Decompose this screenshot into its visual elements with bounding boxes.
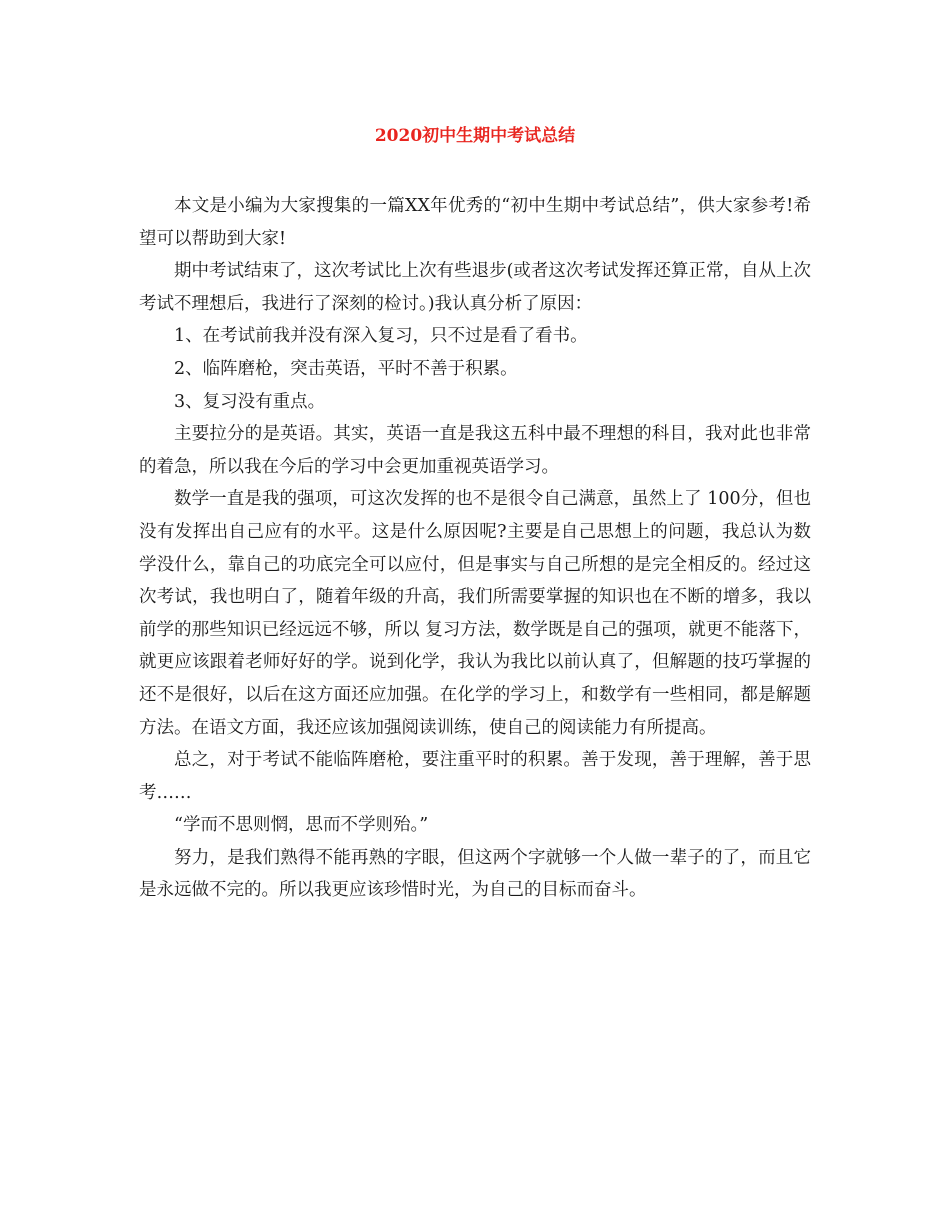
document-title: 2020初中生期中考试总结 [374,126,576,146]
paragraph-math: 数学一直是我的强项，可这次发挥的也不是很令自己满意，虽然上了 100分，但也没有发挥出自己应有的水平。这是什么原因呢?主要是自己思想上的问题，我总认为数学没什么，靠自己的功底完全可以应付，但是事实与自己所想的是完全相反的。经过这次考试，我也明白了，随着年级的升高，我们所需要掌握的知识也在不断的增多，我以前学的那些知识已经远远不够，所以 复习方法，数学既是自己的强项，就更不能落下，就更应该跟着老师好好的学。说到化学，我认为我比以前认真了，但解题的技巧掌握的还不是很好，以后在这方面还应加强。在化学的学习上，和数学有一些相同，都是解题方法。在语文方面，我还应该加强阅读训练，使自己的阅读能力有所提高。 [139,489,811,738]
paragraph-summary: 总之，对于考试不能临阵磨枪，要注重平时的积累。善于发现，善于理解，善于思考…… [139,750,811,803]
paragraph-reason-2: 2、临阵磨枪，突击英语，平时不善于积累。 [174,358,518,379]
document-body [139,190,811,907]
paragraph-effort: 努力，是我们熟得不能再熟的字眼，但这两个字就够一个人做一辈子的了，而且它是永远做不完的。所以我更应该珍惜时光，为自己的目标而奋斗。 [139,847,811,901]
paragraph-reason-3: 3、复习没有重点。 [174,391,326,412]
paragraph-exam-ended: 期中考试结束了，这次考试比上次有些退步(或者这次考试发挥还算正常，自从上次考试不理想后，我进行了深刻的检讨。)我认真分析了原因： [139,261,811,314]
paragraph-intro: 本文是小编为大家搜集的一篇XX年优秀的“初中生期中考试总结”，供大家参考!希望可以帮助到大家! [139,196,811,249]
paragraph-english: 主要拉分的是英语。其实，英语一直是我这五科中最不理想的科目，我对此也非常的着急，所以我在今后的学习中会更加重视英语学习。 [139,424,811,477]
paragraph-reason-1: 1、在考试前我并没有深入复习，只不过是看了看书。 [174,326,588,347]
paragraph-quote: “学而不思则惘，思而不学则殆。” [174,815,429,836]
